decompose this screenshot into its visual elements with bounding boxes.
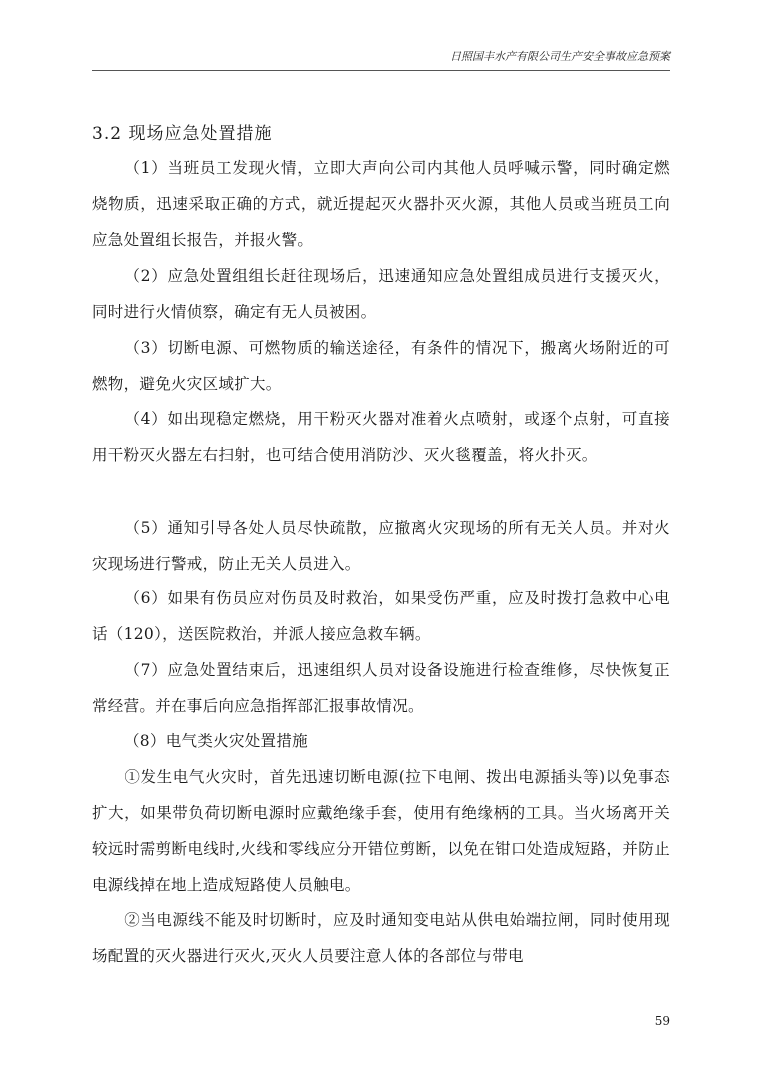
paragraph-1: （1）当班员工发现火情，立即大声向公司内其他人员呼喊示警，同时确定燃烧物质，迅速采取正确的方式，就近提起灭火器扑灭火源，其他人员或当班员工向应急处置组长报告，并报火警。 — [92, 159, 670, 249]
paragraph-4: （4）如出现稳定燃烧，用干粉灭火器对准着火点喷射，或逐个点射，可直接用干粉灭火器左右扫射，也可结合使用消防沙、灭火毯覆盖，将火扑灭。 — [92, 410, 670, 464]
paragraph-6: （6）如果有伤员应对伤员及时救治，如果受伤严重，应及时拨打急救中心电话（120），送医院救治，并派人接应急救车辆。 — [92, 589, 670, 643]
paragraph-8-heading: （8）电气类火灾处置措施 — [124, 732, 308, 750]
paragraph-8-item-1: ①发生电气火灾时，首先迅速切断电源(拉下电闸、拨出电源插头等)以免事态扩大，如果带负荷切断电源时应戴绝缘手套，使用有绝缘柄的工具。当火场离开关较远时需剪断电线时,火线和零线应分开错位剪断，以免在钳口处造成短路，并防止电源线掉在地上造成短路使人员触电。 — [92, 768, 670, 894]
paragraph-3: （3）切断电源、可燃物质的输送途径，有条件的情况下，搬离火场附近的可燃物，避免火灾区域扩大。 — [92, 339, 670, 393]
page-header: 日照国丰水产有限公司生产安全事故应急预案 — [450, 50, 670, 63]
page-number: 59 — [654, 1014, 670, 1028]
section-title: 3.2 现场应急处置措施 — [92, 124, 273, 144]
paragraph-5: （5）通知引导各处人员尽快疏散，应撤离火灾现场的所有无关人员。并对火灾现场进行警戒，防止无关人员进入。 — [92, 519, 670, 573]
paragraph-7: （7）应急处置结束后，迅速组织人员对设备设施进行检查维修，尽快恢复正常经营。并在事后向应急指挥部汇报事故情况。 — [92, 661, 670, 715]
paragraph-8-item-2: ②当电源线不能及时切断时，应及时通知变电站从供电始端拉闸，同时使用现场配置的灭火器进行灭火,灭火人员要注意人体的各部位与带电 — [92, 911, 670, 965]
paragraph-2: （2）应急处置组组长赶往现场后，迅速通知应急处置组成员进行支援灭火，同时进行火情侦察，确定有无人员被困。 — [92, 267, 670, 321]
header-divider — [92, 70, 670, 71]
